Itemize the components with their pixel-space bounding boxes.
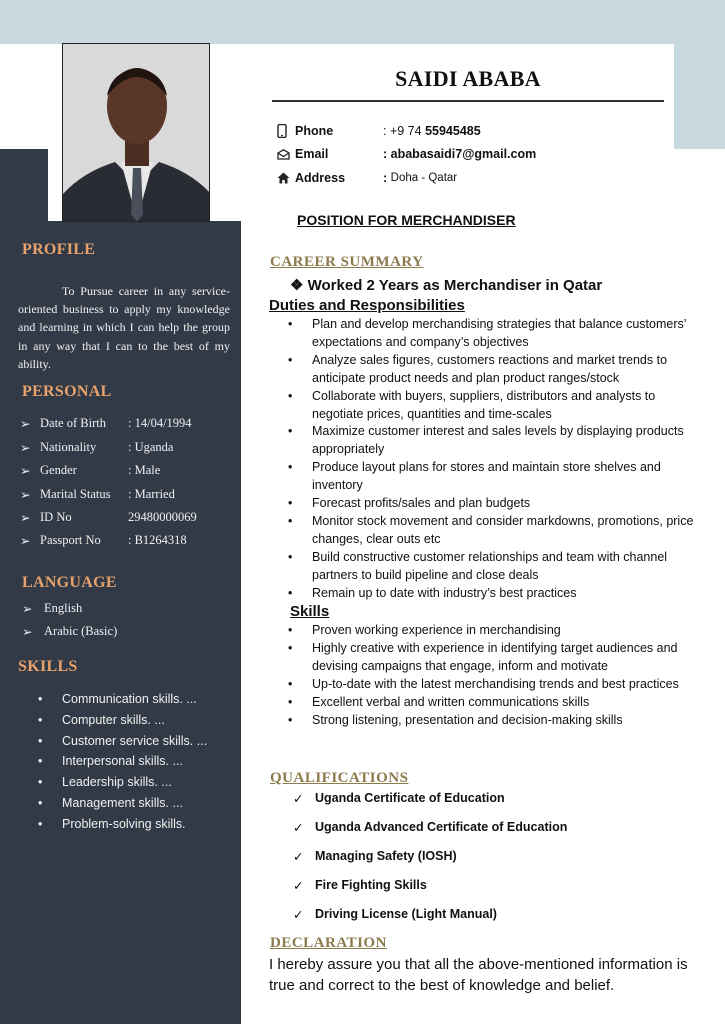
personal-marital-status: ➢ Marital Status : Married (20, 487, 175, 502)
list-item: • Build constructive customer relationships and team with channel partners to build pipeline and close deals (288, 549, 668, 582)
declaration-heading: DECLARATION (270, 935, 387, 951)
email-icon (277, 147, 295, 161)
contact-phone: Phone : +9 74 55945485 (277, 124, 481, 138)
qualification-item: ✓ Driving License (Light Manual) (293, 907, 497, 922)
qualification-item: ✓ Fire Fighting Skills (293, 878, 427, 893)
personal-heading: PERSONAL (22, 383, 112, 400)
arrow-icon: ➢ (20, 488, 31, 502)
language-item: ➢ Arabic (Basic) (22, 624, 118, 639)
profile-photo (62, 43, 210, 222)
profile-heading: PROFILE (22, 241, 96, 258)
career-headline: ❖ Worked 2 Years as Merchandiser in Qatar (290, 277, 603, 294)
list-item: • Leadership skills. ... (38, 775, 172, 790)
skills-heading: SKILLS (18, 658, 78, 675)
list-item: • Maximize customer interest and sales levels by displaying products appropriately (288, 424, 684, 457)
check-icon: ✓ (293, 821, 304, 835)
career-summary-heading: CAREER SUMMARY (270, 254, 424, 270)
contact-address: Address : Doha - Qatar (277, 171, 457, 185)
top-decor-band (0, 0, 725, 44)
arrow-icon: ➢ (22, 625, 33, 639)
language-heading: LANGUAGE (22, 574, 117, 591)
right-decor-band (674, 44, 725, 149)
phone-icon (277, 124, 295, 138)
name-divider (272, 100, 664, 102)
profile-text: To Pursue career in any service-oriented business to apply my knowledge and learning in which I can help the group in any way that I can to the best of my ability. (18, 284, 230, 371)
arrow-icon: ➢ (20, 511, 31, 525)
arrow-icon: ➢ (20, 417, 31, 431)
list-item: • Collaborate with buyers, suppliers, distributors and analysts to negotiate prices, quantities and time-scales (288, 388, 656, 421)
list-item: • Problem-solving skills. (38, 816, 186, 831)
career-skills-heading: Skills (290, 603, 330, 620)
personal-nationality: ➢ Nationality : Uganda (20, 440, 174, 455)
candidate-name: SAIDI ABABA (395, 66, 541, 91)
arrow-icon: ➢ (20, 441, 31, 455)
list-item: • Excellent verbal and written communications skills (288, 694, 590, 709)
arrow-icon: ➢ (20, 464, 31, 478)
personal-dob: ➢ Date of Birth : 14/04/1994 (20, 416, 192, 431)
list-item: • Management skills. ... (38, 795, 183, 810)
personal-id-no: ➢ ID No 29480000069 (20, 510, 197, 525)
check-icon: ✓ (293, 908, 304, 922)
list-item: • Up-to-date with the latest merchandising trends and best practices (288, 676, 679, 691)
qualification-item: ✓ Managing Safety (IOSH) (293, 849, 457, 864)
qualification-item: ✓ Uganda Certificate of Education (293, 791, 505, 806)
language-item: ➢ English (22, 601, 83, 616)
list-item: • Plan and develop merchandising strategies that balance customers’ expectations and company’s objectives (288, 317, 687, 349)
declaration-text: I hereby assure you that all the above-mentioned information is true and correct to the best of knowledge and belief. (269, 956, 688, 994)
personal-passport-no: ➢ Passport No : B1264318 (20, 533, 187, 548)
check-icon: ✓ (293, 850, 304, 864)
list-item: • Proven working experience in merchandising (288, 623, 561, 637)
personal-gender: ➢ Gender : Male (20, 463, 161, 478)
list-item: • Analyze sales figures, customers reactions and market trends to anticipate product needs and plan product ranges/stock (288, 352, 668, 385)
check-icon: ✓ (293, 879, 304, 893)
qualification-item: ✓ Uganda Advanced Certificate of Education (293, 820, 568, 835)
list-item: • Strong listening, presentation and decision-making skills (288, 712, 623, 727)
diamond-bullet-icon: ❖ (290, 277, 308, 294)
arrow-icon: ➢ (22, 602, 33, 616)
career-skills-list (288, 622, 708, 729)
home-icon (277, 171, 295, 185)
list-item: • Remain up to date with industry’s best practices (288, 585, 577, 600)
arrow-icon: ➢ (20, 534, 31, 548)
position-title: POSITION FOR MERCHANDISER (297, 212, 516, 228)
list-item: • Communication skills. ... (38, 692, 197, 706)
list-item: • Computer skills. ... (38, 712, 165, 727)
list-item: • Produce layout plans for stores and maintain store shelves and inventory (288, 460, 661, 493)
list-item: • Customer service skills. ... (38, 733, 208, 748)
list-item: • Interpersonal skills. ... (38, 754, 183, 769)
qualifications-heading: QUALIFICATIONS (270, 770, 409, 786)
check-icon: ✓ (293, 792, 304, 806)
list-item: • Monitor stock movement and consider markdowns, promotions, price changes, clear outs etc (288, 513, 694, 546)
duties-list (288, 316, 708, 603)
contact-email: Email : ababasaidi7@gmail.com (277, 147, 536, 161)
list-item: • Highly creative with experience in identifying target audiences and devising campaigns that engage, inform and motivate (288, 640, 678, 673)
duties-heading: Duties and Responsibilities (269, 297, 465, 314)
list-item: • Forecast profits/sales and plan budgets (288, 496, 531, 511)
sidebar-skills-list (38, 692, 207, 838)
